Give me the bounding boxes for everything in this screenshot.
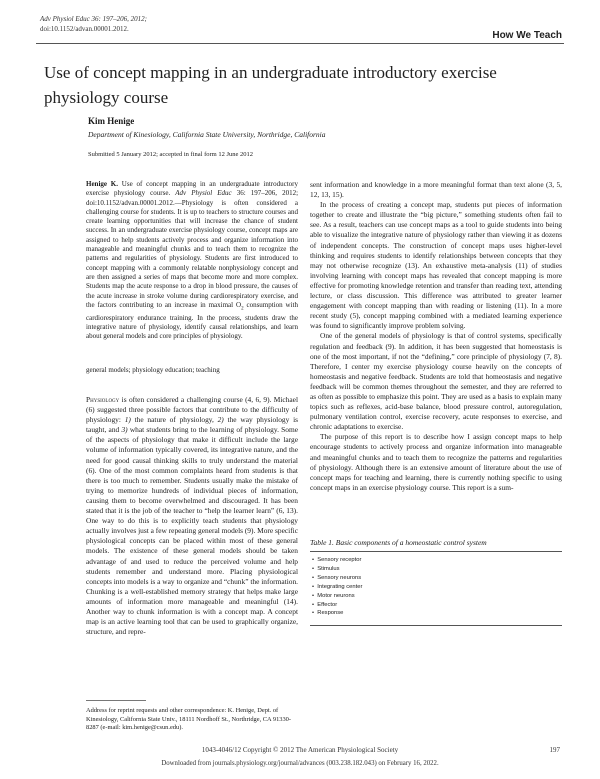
journal-citation: Adv Physiol Educ 36: 197–206, 2012; bbox=[40, 15, 147, 23]
table-title: Table 1. Basic components of a homeostatic control system bbox=[310, 538, 487, 547]
body-left-column bbox=[86, 395, 298, 637]
table-item: • Sensory neurons bbox=[312, 574, 552, 583]
table-item: • Effector bbox=[312, 601, 552, 610]
doi-line: doi:10.1152/advan.00001.2012. bbox=[40, 25, 129, 33]
table-item: • Integrating center bbox=[312, 583, 552, 592]
text-run: what students bring to the learning of physiology. Some of the aspects of physiology that make it difficult include the large volume of information typically covered, its integrative nature, and the need for good causal thinking skills to truly understand the material (6). One of the most common complaints heard from students is that there is too much to remember. Students usually make the mistake of trying to memorize hundreds of individual pieces of information, causing them to become overwhelmed and discouraged. It has been stated that it is the job of the teacher to “help the learner learn” (6, 13). One way to do this is to explicitly teach students that physiology actually involves just a few repeating general models (9). More specific physiological concepts can be placed within most of these general models. The existence of these general models should be taken advantage of and used to reduce the perceived volume and help students remember and understand more. Placing physiological concepts into models is a way to organize and “chunk” the information. Chunking is a well-established memory strategy that helps make large amounts of information more manageable and meaningful (14). Another way to chunk information is with a concept map. A concept map is an active learning tool that can be used to graphically organize, structure, and repre- bbox=[86, 425, 298, 637]
author-name: Kim Henige bbox=[88, 116, 135, 126]
download-notice: Downloaded from journals.physiology.org/journal/advances (003.238.182.043) on February 16, 2022. bbox=[161, 760, 439, 767]
copyright-line: 1043-4046/12 Copyright © 2012 The American Physiological Society bbox=[201, 746, 399, 754]
header-rule bbox=[36, 43, 564, 44]
list-number: 3) bbox=[121, 425, 128, 435]
text-run: the nature of physiology, bbox=[130, 415, 218, 425]
paragraph: sent information and knowledge in a more meaningful format than text alone (3, 5, 12, 13, 15). bbox=[310, 180, 562, 200]
list-number: 1) bbox=[124, 415, 131, 425]
abstract-citation: Adv Physiol Educ bbox=[175, 189, 232, 198]
journal-header bbox=[40, 14, 147, 34]
paragraph: In the process of creating a concept map, students put pieces of information together to create and illustrate the “big picture,” something students often fail to see. As a result, teachers can use concept maps as a tool to guide students into being able to visualize the integrative nature of physiology rather than viewing it as dozens of independent concepts. The construction of concept maps uses higher-level thinking and requires students to identify relationships between concepts that they may not otherwise recognize (13). An exhaustive meta-analysis (11) of studies involving learning with concept maps has revealed that concept mapping is more effective for promoting knowledge retention and transfer than reading text, attending lecture, or class discussion. This difference was attributed to greater learner engagement with concept mapping than with reading or listening (11). In a more recent study (5), concept mapping combined with a mediated learning experience was found to significantly improve problem solving. bbox=[310, 200, 562, 331]
author-affiliation: Department of Kinesiology, California State University, Northridge, California bbox=[88, 130, 326, 139]
article-title: Use of concept mapping in an undergraduate introductory exercise physiology course bbox=[44, 63, 497, 107]
table-top-rule bbox=[310, 551, 562, 552]
table-item: • Motor neurons bbox=[312, 592, 552, 601]
table-bottom-rule bbox=[310, 625, 562, 626]
footnote-rule bbox=[86, 700, 146, 701]
abstract-text-b: 36: 197–206, 2012; doi:10.1152/advan.00001.2012.—Physiology is often considered a challenging course for students. It is up to teachers to structure courses and create learning opportunities that will increase the chance of student success. In an undergraduate exercise physiology course, concept maps are assigned to help students actively process and organize information into manageable and meaningful chunks and to teach them to recognize the patterns and regularities of physiology. Students are first introduced to concept mapping with a commonly relatable nonphysiology concept and are then assigned a series of maps that become more and more complex. Students map the acute response to a drop in blood pressure, the causes of the acute increase in stroke volume during cardiorespiratory exercise, and the factors contributing to an increase in maximal O bbox=[86, 189, 299, 309]
table-item: • Stimulus bbox=[312, 565, 552, 574]
abstract-text-c: consumption with cardiorespiratory endurance training. In the process, students draw the integrative nature of physiology, identify causal relationships, and learn about general models and core principles of physiology. bbox=[86, 300, 298, 341]
paragraph bbox=[86, 395, 298, 637]
section-label: How We Teach bbox=[492, 30, 562, 41]
text-run: the way physiology is taught, and bbox=[86, 415, 298, 435]
paragraph: One of the general models of physiology is that of control systems, specifically regulation and feedback (9). In addition, it has been suggested that homeostasis is one of the most important, if not the “defining,” core principle of physiology (7, 8). Therefore, I center my exercise physiology course heavily on the concepts of homeostasis and negative feedback. Students are told that homeostasis and negative feedback will be common themes throughout the semester, and they are referred to as often as possible to emphasize this point. They are used as a basis to explain many topics such as reflexes, acid-base balance, blood pressure control, autoregulation, pulmonary ventilation control, exercise recovery, acute responses to exercise, and chronic adaptations to exercise. bbox=[310, 331, 562, 432]
page-number: 197 bbox=[549, 746, 560, 754]
keywords: general models; physiology education; teaching bbox=[86, 366, 220, 374]
abstract-lead: Henige K. bbox=[86, 180, 118, 188]
table-items bbox=[312, 556, 552, 618]
submission-dates: Submitted 5 January 2012; accepted in final form 12 June 2012 bbox=[88, 151, 253, 158]
correspondence-footnote: Address for reprint requests and other correspondence: K. Henige, Dept. of Kinesiology, California State Univ., 18111 Nordhoff St., Northridge, CA 91330-8287 (e-mail: kim.henige@csun.edu). bbox=[86, 707, 292, 732]
body-right-column bbox=[310, 180, 562, 493]
abstract bbox=[86, 180, 298, 341]
text-run: is often considered a challenging course (4, 6, 9). Michael (6) suggested three possible factors that contribute to the difficulty of physiology: bbox=[86, 395, 298, 425]
paragraph: The purpose of this report is to describe how I assign concept maps to help encourage students to actively process and organize information into manageable and meaningful chunks and to teach them to recognize the patterns and regularities of physiology. Although there is an extensive amount of literature about the use of concept maps for teaching and learning, there is currently nothing specific to using concept maps in an exercise physiology course. This report is a sum- bbox=[310, 432, 562, 492]
abstract-text-a: Use of concept mapping in an undergraduate introductory exercise physiology course. bbox=[86, 180, 298, 198]
list-number: 2) bbox=[217, 415, 224, 425]
table-item: • Sensory receptor bbox=[312, 556, 552, 565]
lead-word: Physiology bbox=[86, 395, 120, 404]
table-item: • Response bbox=[312, 609, 552, 618]
o2-subscript: 2 bbox=[241, 306, 244, 312]
